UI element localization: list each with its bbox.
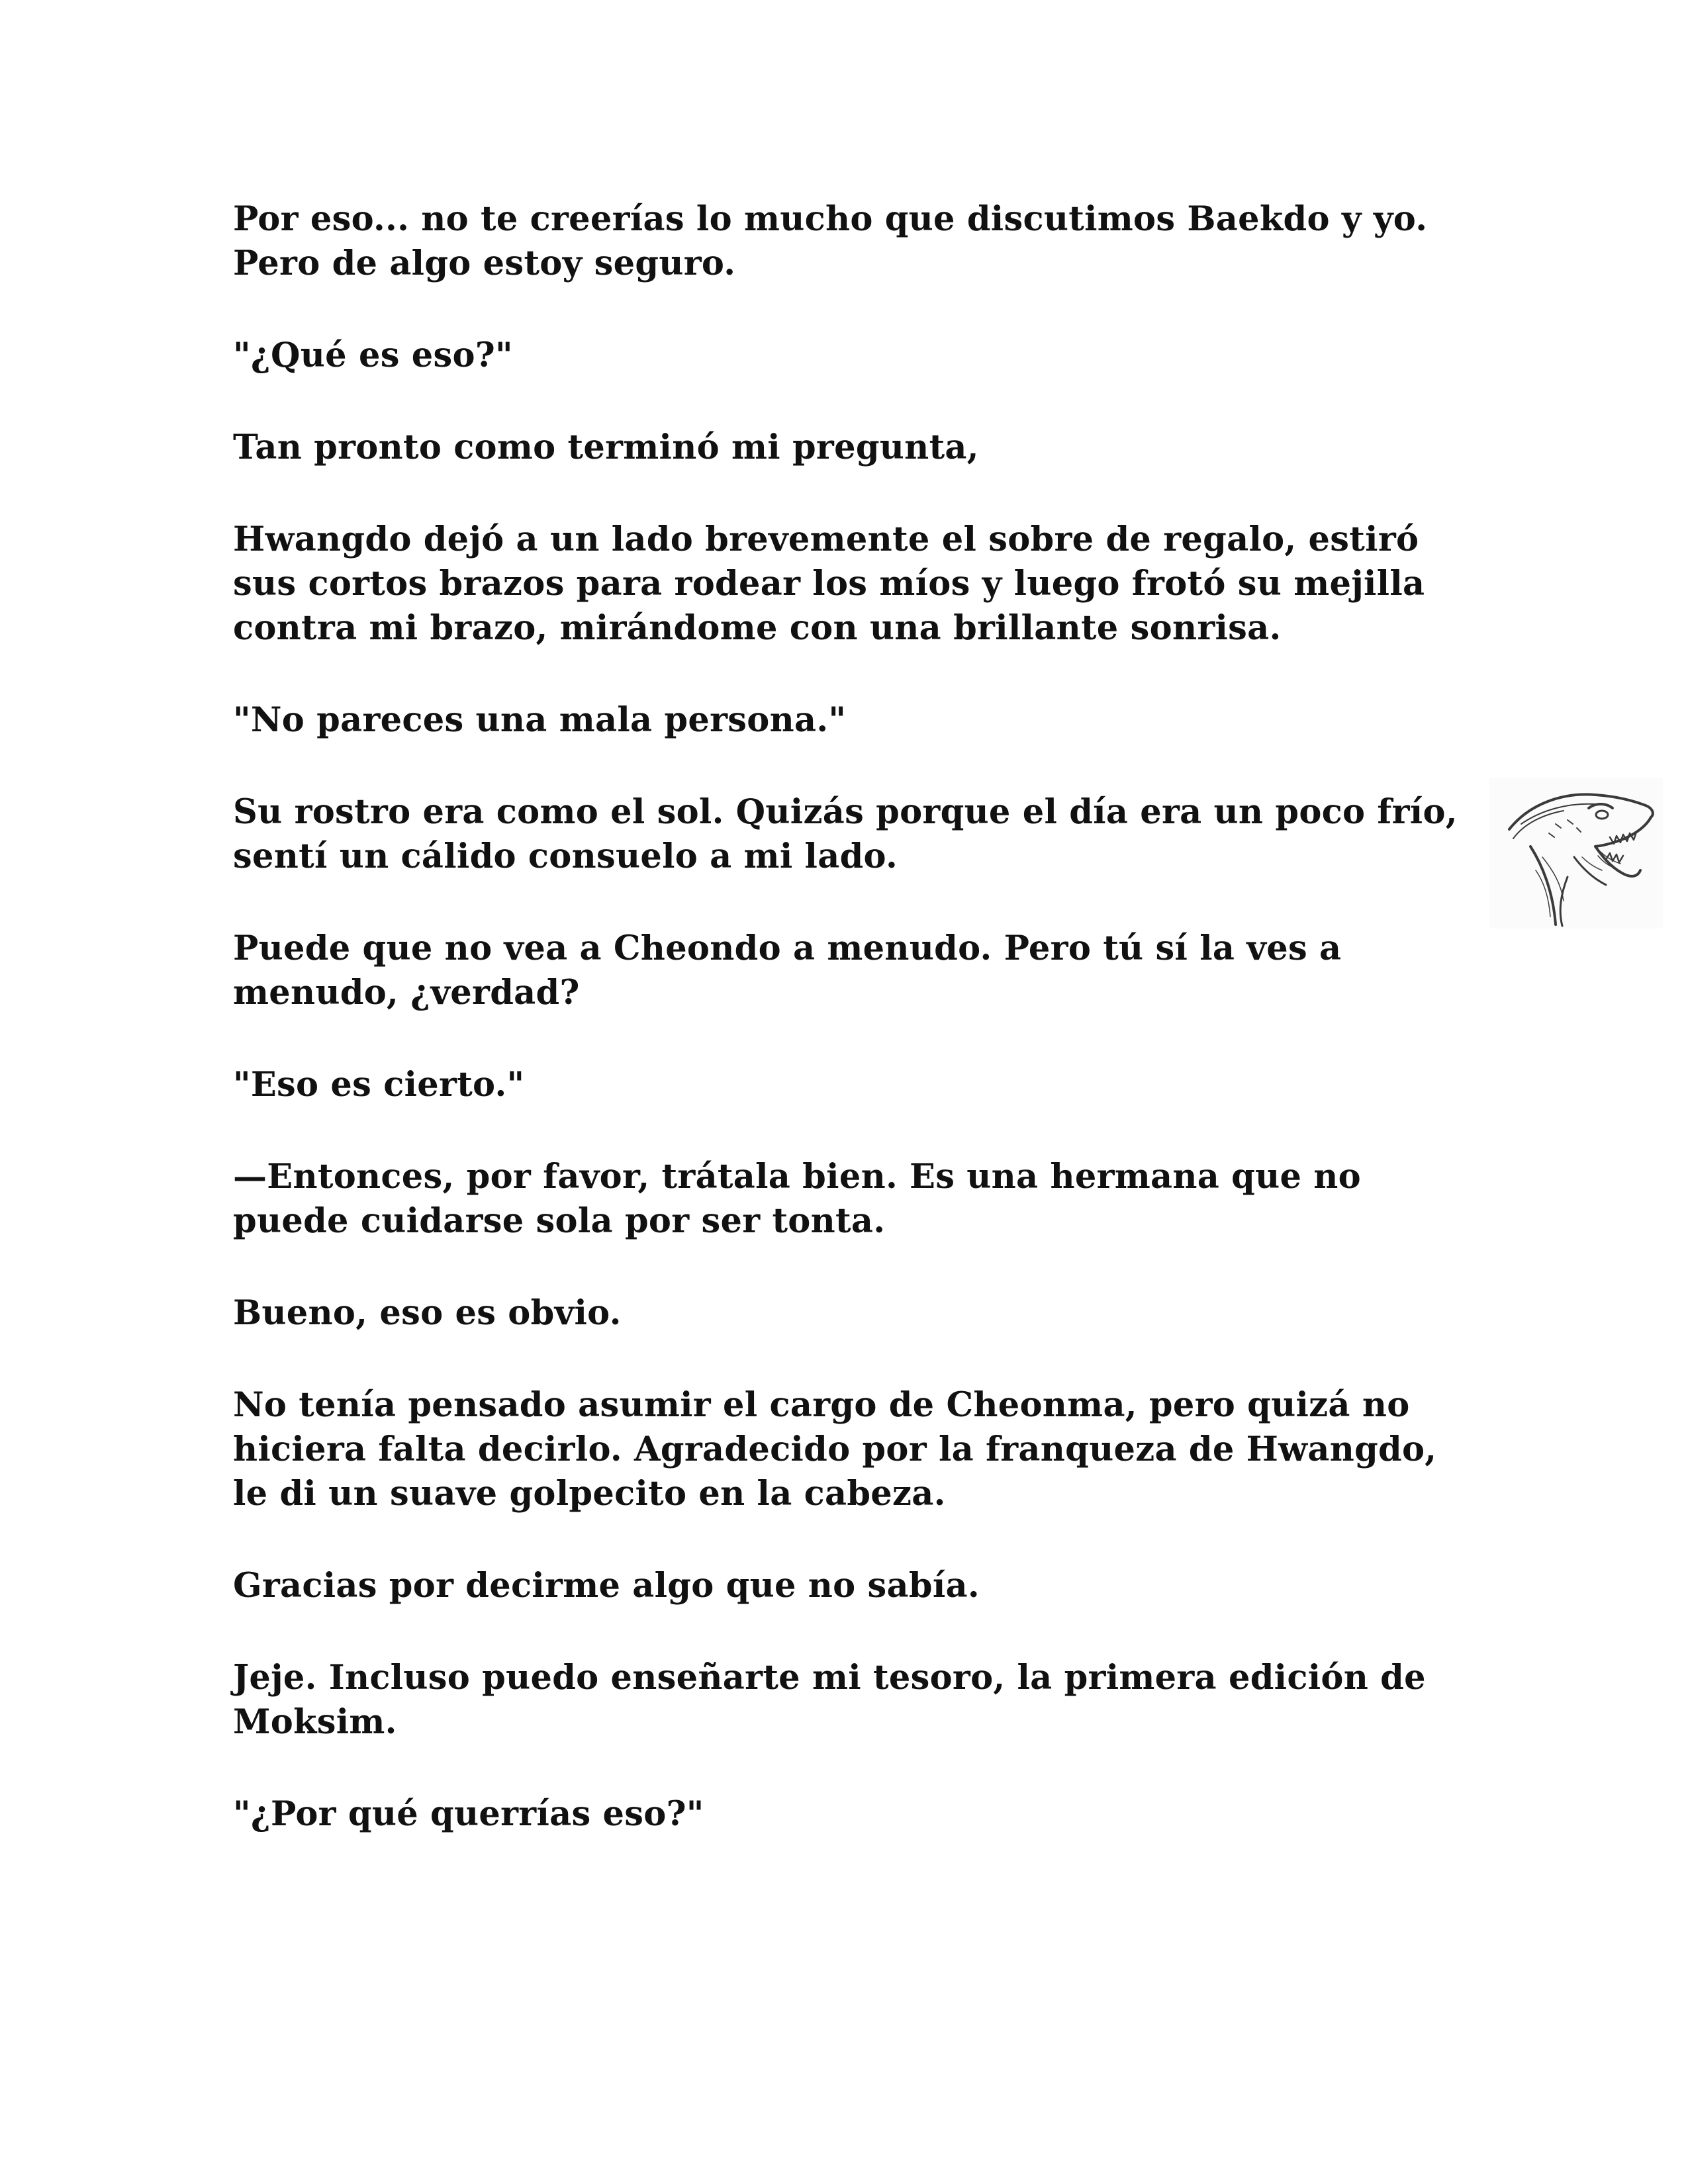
paragraph-2: "¿Qué es eso?" bbox=[233, 336, 513, 375]
paragraph-12: Gracias por decirme algo que no sabía. bbox=[233, 1566, 980, 1606]
paragraph-11: No tenía pensado asumir el cargo de Cheonma, pero quizá no hiciera falta decirlo. Agradecido por la franqueza de Hwangdo, le di un suave golpecito en la cabeza. bbox=[233, 1385, 1437, 1514]
paragraph-9: —Entonces, por favor, trátala bien. Es una hermana que no puede cuidarse sola por ser tonta. bbox=[233, 1157, 1361, 1241]
paragraph-10: Bueno, eso es obvio. bbox=[233, 1293, 622, 1333]
dinosaur-head-icon bbox=[1489, 778, 1663, 929]
paragraph-4: Hwangdo dejó a un lado brevemente el sobre de regalo, estiró sus cortos brazos para rodear los míos y luego frotó su mejilla contra mi brazo, mirándome con una brillante sonrisa. bbox=[233, 520, 1425, 648]
paragraph-1: Por eso... no te creerías lo mucho que discutimos Baekdo y yo. Pero de algo estoy seguro. bbox=[233, 199, 1428, 283]
paragraph-7: Puede que no vea a Cheondo a menudo. Pero tú sí la ves a menudo, ¿verdad? bbox=[233, 929, 1342, 1013]
paragraph-6: Su rostro era como el sol. Quizás porque el día era un poco frío, sentí un cálido consuelo a mi lado. bbox=[233, 792, 1458, 876]
paragraph-8: "Eso es cierto." bbox=[233, 1065, 525, 1105]
paragraph-13: Jeje. Incluso puedo enseñarte mi tesoro, la primera edición de Moksim. bbox=[233, 1658, 1426, 1742]
paragraph-5: "No pareces una mala persona." bbox=[233, 700, 847, 740]
body-text bbox=[233, 197, 1464, 1884]
paragraph-3: Tan pronto como terminó mi pregunta, bbox=[233, 428, 979, 467]
paragraph-14: "¿Por qué querrías eso?" bbox=[233, 1794, 704, 1834]
